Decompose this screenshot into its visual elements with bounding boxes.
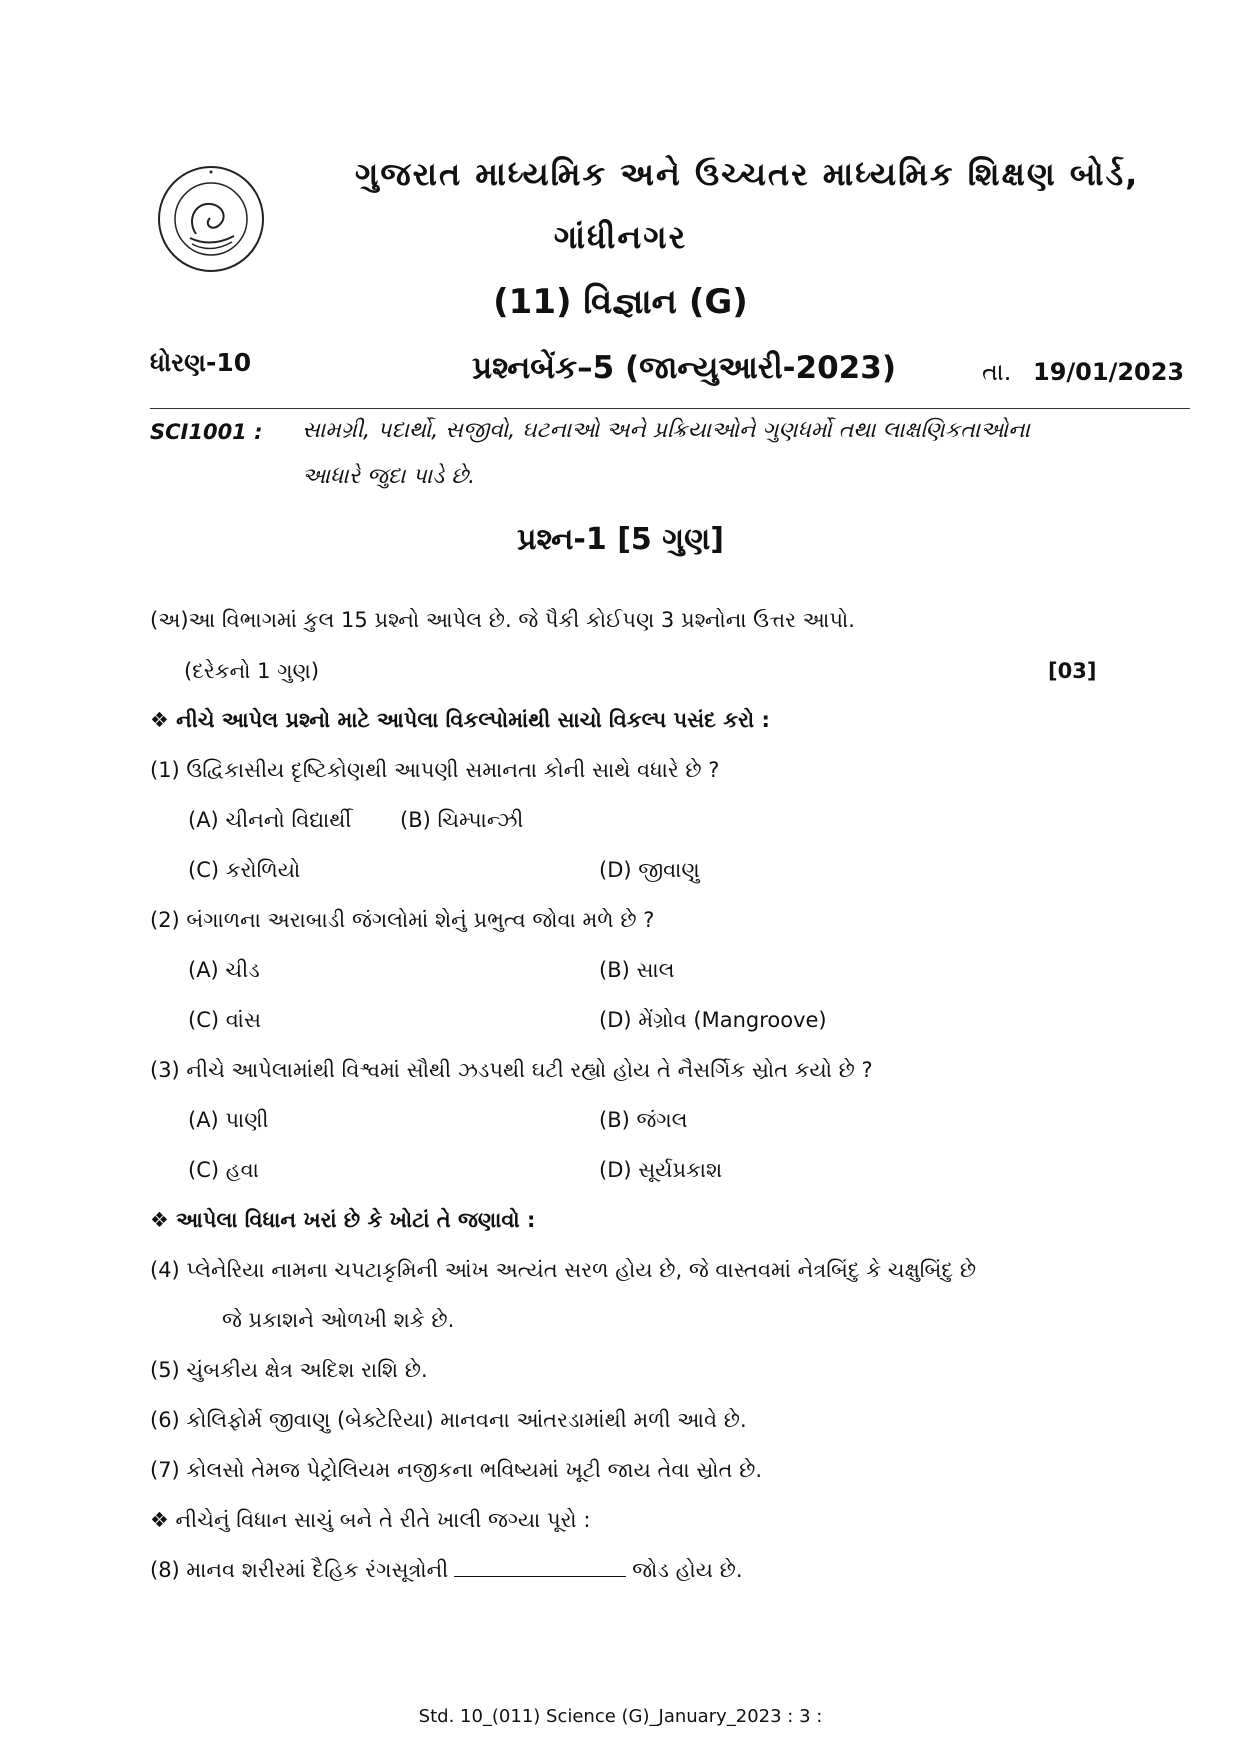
page-footer: Std. 10_(011) Science (G)_January_2023 : 3 : [418, 1706, 823, 1727]
question-6: (6) કોલિફોર્મ જીવાણુ (બેક્ટેરિયા) માનવના આંતરડામાંથી મળી આવે છે. [150, 1408, 747, 1432]
question-8-after: જોડ હોય છે. [632, 1558, 743, 1582]
question-8-before: (8) માનવ શરીરમાં દૈહિક રંગસૂત્રોની [150, 1558, 449, 1582]
objective-line1: સામગ્રી, પદાર્થો, સજીવો, ઘટનાઓ અને પ્રક્રિયાઓને ગુણધર્મો તથા લાક્ષણિકતાઓના [302, 418, 1030, 443]
q1-option-d: (D) જીવાણુ [599, 858, 700, 882]
board-name-line2: ગાંધીનગર [553, 218, 688, 256]
objective-code: SCI1001 : [150, 420, 263, 444]
q3-option-c: (C) હવા [188, 1158, 259, 1182]
true-false-heading: ❖ આપેલા વિધાન ખરાં છે કે ખોટાં તે જણાવો : [150, 1208, 536, 1232]
question-8 [150, 1558, 743, 1583]
answer-blank [454, 1558, 626, 1577]
date-value: 19/01/2023 [1033, 358, 1185, 386]
q3-option-d: (D) સૂર્યપ્રકાશ [599, 1158, 723, 1182]
question-4-line2: જે પ્રકાશને ઓળખી શકે છે. [222, 1308, 455, 1332]
q1-option-c: (C) કરોળિયો [188, 858, 301, 882]
board-name-line1: ગુજરાત માધ્યમિક અને ઉચ્ચતર માધ્યમિક શિક્ષણ બોર્ડ, [355, 155, 1140, 193]
question-7: (7) કોલસો તેમજ પેટ્રોલિયમ નજીકના ભવિષ્યમાં ખૂટી જાય તેવા સ્રોત છે. [150, 1458, 763, 1482]
q3-option-b: (B) જંગલ [599, 1108, 688, 1132]
q2-option-d: (D) મેંગ્રોવ (Mangroove) [599, 1008, 827, 1032]
section-title: પ્રશ્ન-1 [5 ગુણ] [517, 522, 724, 557]
date-label: તા. [982, 358, 1012, 386]
section-instruction: (અ)આ વિભાગમાં કુલ 15 પ્રશ્નો આપેલ છે. જે પૈકી કોઈપણ 3 પ્રશ્નોના ઉત્તર આપો. [150, 608, 855, 632]
question-1: (1) ઉદ્વિકાસીય દૃષ્ટિકોણથી આપણી સમાનતા કોની સાથે વધારે છે ? [150, 758, 720, 782]
question-2: (2) બંગાળના અરાબાડી જંગલોમાં શેનું પ્રભુત્વ જોવા મળે છે ? [150, 908, 655, 932]
q1-option-a: (A) ચીનનો વિદ્યાર્થી [188, 808, 352, 832]
question-bank-title: પ્રશ્નબેંક–5 (જાન્યુઆરી-2023) [472, 350, 896, 386]
q1-option-b: (B) ચિમ્પાન્ઝી [400, 808, 524, 832]
each-mark-note: (દરેકનો 1 ગુણ) [184, 659, 320, 683]
standard-label: ધોરણ-10 [150, 348, 252, 377]
question-3: (3) નીચે આપેલામાંથી વિશ્વમાં સૌથી ઝડપથી ઘટી રહ્યો હોય તે નૈસર્ગિક સ્રોત કયો છે ? [150, 1058, 873, 1082]
subject-title: (11) વિજ્ઞાન (G) [493, 282, 748, 322]
objective-line2: આધારે જુદા પાડે છે. [302, 464, 476, 489]
q2-option-b: (B) સાલ [599, 958, 675, 982]
q2-option-a: (A) ચીડ [188, 958, 260, 982]
header-divider [150, 408, 1190, 409]
q3-option-a: (A) પાણી [188, 1108, 269, 1132]
fill-blank-heading: ❖ નીચેનું વિધાન સાચું બને તે રીતે ખાલી જગ્યા પૂરો : [150, 1508, 591, 1532]
question-5: (5) ચુંબકીય ક્ષેત્ર અદિશ રાશિ છે. [150, 1358, 428, 1382]
mcq-heading: ❖ નીચે આપેલ પ્રશ્નો માટે આપેલા વિકલ્પોમાંથી સાચો વિકલ્પ પસંદ કરો : [150, 708, 770, 732]
section-marks: [03] [1048, 659, 1097, 683]
question-4-line1: (4) પ્લેનેરિયા નામના ચપટાકૃમિની આંખ અત્યંત સરળ હોય છે, જે વાસ્તવમાં નેત્રબિંદુ કે ચક્ષુબિંદુ છે [150, 1258, 977, 1282]
q2-option-c: (C) વાંસ [188, 1008, 261, 1032]
